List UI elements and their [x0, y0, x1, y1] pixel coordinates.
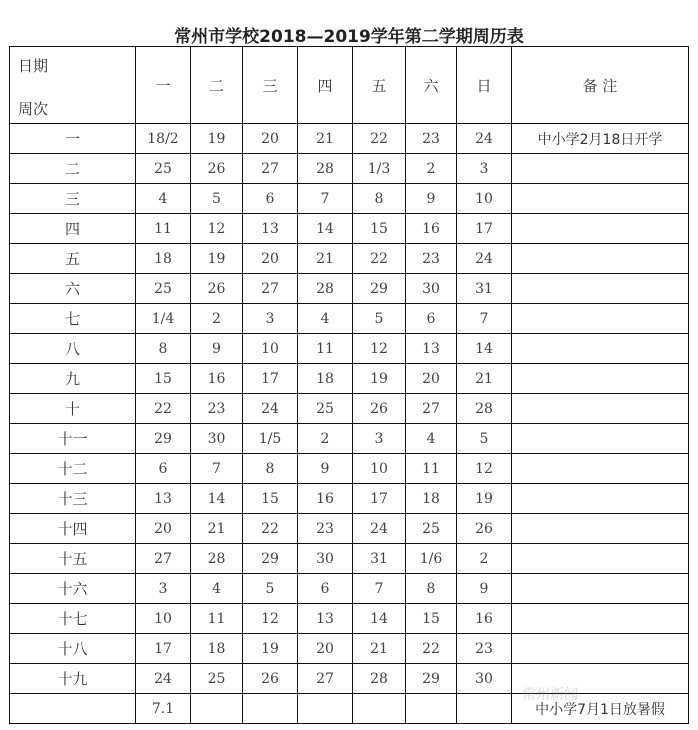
table-row	[10, 454, 689, 484]
date-cell: 25	[191, 664, 243, 694]
date-cell: 12	[191, 214, 243, 244]
date-cell: 10	[243, 334, 298, 364]
date-cell: 27	[298, 664, 353, 694]
table-row	[10, 244, 689, 274]
day-header-sat: 六	[406, 47, 457, 124]
date-cell: 12	[457, 454, 512, 484]
date-label: 日期	[18, 57, 49, 75]
date-cell: 23	[406, 244, 457, 274]
table-row	[10, 154, 689, 184]
date-cell: 7	[298, 184, 353, 214]
week-number: 一	[10, 124, 136, 154]
date-cell	[353, 694, 406, 724]
day-header-wed: 三	[243, 47, 298, 124]
table-row	[10, 484, 689, 514]
date-cell: 5	[191, 184, 243, 214]
date-cell: 8	[406, 574, 457, 604]
date-cell: 11	[191, 604, 243, 634]
table-row	[10, 394, 689, 424]
date-cell: 23	[191, 394, 243, 424]
table-row	[10, 544, 689, 574]
date-cell: 14	[353, 604, 406, 634]
note-cell	[512, 304, 689, 334]
date-cell	[243, 694, 298, 724]
note-cell	[512, 154, 689, 184]
day-header-thu: 四	[298, 47, 353, 124]
date-cell: 28	[298, 154, 353, 184]
note-cell	[512, 184, 689, 214]
date-cell: 10	[353, 454, 406, 484]
table-row	[10, 514, 689, 544]
date-cell: 8	[243, 454, 298, 484]
day-header-mon: 一	[136, 47, 191, 124]
note-cell	[512, 604, 689, 634]
date-cell: 1/3	[353, 154, 406, 184]
date-cell: 22	[353, 124, 406, 154]
date-cell: 26	[353, 394, 406, 424]
date-cell: 6	[136, 454, 191, 484]
date-cell: 24	[457, 244, 512, 274]
date-cell: 19	[191, 244, 243, 274]
week-number: 十九	[10, 664, 136, 694]
date-cell: 15	[353, 214, 406, 244]
table-row	[10, 184, 689, 214]
date-cell: 26	[191, 154, 243, 184]
week-number: 二	[10, 154, 136, 184]
page-title: 常州市学校2018—2019学年第二学期周历表	[174, 27, 524, 47]
day-header-tue: 二	[191, 47, 243, 124]
watermark: 常州新闻	[522, 687, 578, 703]
date-cell: 20	[243, 124, 298, 154]
date-cell: 16	[406, 214, 457, 244]
date-cell: 3	[457, 154, 512, 184]
date-cell: 9	[457, 574, 512, 604]
date-cell: 14	[298, 214, 353, 244]
note-cell	[512, 244, 689, 274]
table-row	[10, 274, 689, 304]
date-cell: 23	[457, 634, 512, 664]
date-cell	[191, 694, 243, 724]
date-cell: 22	[243, 514, 298, 544]
date-cell: 31	[457, 274, 512, 304]
date-cell: 24	[243, 394, 298, 424]
date-cell: 2	[406, 154, 457, 184]
date-cell: 4	[406, 424, 457, 454]
note-cell	[512, 454, 689, 484]
week-number: 十三	[10, 484, 136, 514]
date-cell: 16	[191, 364, 243, 394]
date-cell: 25	[406, 514, 457, 544]
date-cell: 30	[406, 274, 457, 304]
date-cell: 6	[243, 184, 298, 214]
date-cell: 18	[136, 244, 191, 274]
date-cell: 8	[136, 334, 191, 364]
week-number: 九	[10, 364, 136, 394]
note-cell	[512, 214, 689, 244]
date-cell: 18	[298, 364, 353, 394]
week-number: 十四	[10, 514, 136, 544]
table-row	[10, 694, 689, 724]
date-cell: 13	[243, 214, 298, 244]
date-cell: 21	[298, 244, 353, 274]
week-number: 十六	[10, 574, 136, 604]
date-cell: 16	[298, 484, 353, 514]
date-cell: 12	[353, 334, 406, 364]
date-cell: 2	[298, 424, 353, 454]
date-cell: 30	[298, 544, 353, 574]
date-cell: 24	[353, 514, 406, 544]
table-row	[10, 634, 689, 664]
date-cell: 30	[457, 664, 512, 694]
date-cell	[298, 694, 353, 724]
date-cell: 16	[457, 604, 512, 634]
table-row	[10, 334, 689, 364]
date-cell: 27	[406, 394, 457, 424]
date-cell: 7	[457, 304, 512, 334]
date-cell: 22	[136, 394, 191, 424]
date-cell: 3	[136, 574, 191, 604]
date-cell: 15	[136, 364, 191, 394]
date-cell	[457, 694, 512, 724]
week-number: 十	[10, 394, 136, 424]
date-cell: 26	[243, 664, 298, 694]
week-number: 十八	[10, 634, 136, 664]
date-cell: 3	[243, 304, 298, 334]
week-number	[10, 694, 136, 724]
date-cell: 19	[457, 484, 512, 514]
date-cell: 26	[457, 514, 512, 544]
date-cell: 23	[406, 124, 457, 154]
date-cell: 21	[457, 364, 512, 394]
date-cell: 30	[191, 424, 243, 454]
date-cell: 28	[191, 544, 243, 574]
date-cell: 17	[243, 364, 298, 394]
week-number: 八	[10, 334, 136, 364]
date-cell: 5	[457, 424, 512, 454]
note-cell	[512, 364, 689, 394]
date-cell: 18	[191, 634, 243, 664]
date-cell: 11	[406, 454, 457, 484]
date-cell: 12	[243, 604, 298, 634]
date-cell: 29	[136, 424, 191, 454]
note-cell	[512, 664, 689, 694]
day-header-sun: 日	[457, 47, 512, 124]
note-cell	[512, 574, 689, 604]
date-cell: 1/6	[406, 544, 457, 574]
note-cell: 中小学7月1日放暑假	[512, 694, 689, 724]
note-cell	[512, 544, 689, 574]
date-cell: 21	[353, 634, 406, 664]
calendar-table	[9, 46, 689, 724]
date-cell: 2	[457, 544, 512, 574]
date-cell: 28	[457, 394, 512, 424]
date-cell: 25	[136, 274, 191, 304]
date-cell: 29	[243, 544, 298, 574]
date-cell: 25	[298, 394, 353, 424]
note-cell	[512, 274, 689, 304]
date-cell: 22	[406, 634, 457, 664]
date-cell: 8	[353, 184, 406, 214]
week-number: 五	[10, 244, 136, 274]
date-cell: 15	[243, 484, 298, 514]
date-cell: 5	[353, 304, 406, 334]
week-number: 四	[10, 214, 136, 244]
week-number: 十一	[10, 424, 136, 454]
table-row	[10, 574, 689, 604]
date-cell: 1/4	[136, 304, 191, 334]
date-cell: 20	[406, 364, 457, 394]
date-cell: 9	[191, 334, 243, 364]
date-cell: 28	[353, 664, 406, 694]
date-cell: 21	[298, 124, 353, 154]
date-cell: 9	[298, 454, 353, 484]
table-row	[10, 604, 689, 634]
date-cell: 4	[136, 184, 191, 214]
date-cell: 28	[298, 274, 353, 304]
date-cell: 25	[136, 154, 191, 184]
date-cell: 29	[406, 664, 457, 694]
date-cell: 9	[406, 184, 457, 214]
date-cell: 17	[457, 214, 512, 244]
date-cell: 7	[191, 454, 243, 484]
date-cell: 1/5	[243, 424, 298, 454]
date-cell: 20	[136, 514, 191, 544]
date-cell: 6	[406, 304, 457, 334]
table-row	[10, 124, 689, 154]
date-cell: 10	[457, 184, 512, 214]
week-number: 七	[10, 304, 136, 334]
date-cell: 11	[298, 334, 353, 364]
date-cell: 11	[136, 214, 191, 244]
week-number: 十七	[10, 604, 136, 634]
header-row	[10, 47, 689, 124]
date-cell: 10	[136, 604, 191, 634]
date-cell: 27	[243, 274, 298, 304]
week-number: 六	[10, 274, 136, 304]
date-cell: 20	[298, 634, 353, 664]
note-cell	[512, 634, 689, 664]
week-number: 十五	[10, 544, 136, 574]
date-cell: 6	[298, 574, 353, 604]
date-cell: 5	[243, 574, 298, 604]
table-row	[10, 364, 689, 394]
note-header: 备 注	[512, 47, 689, 124]
date-cell: 23	[298, 514, 353, 544]
date-cell: 15	[406, 604, 457, 634]
date-cell: 13	[406, 334, 457, 364]
date-cell: 14	[191, 484, 243, 514]
day-header-fri: 五	[353, 47, 406, 124]
date-cell: 19	[353, 364, 406, 394]
date-cell: 4	[298, 304, 353, 334]
date-cell: 27	[243, 154, 298, 184]
week-label: 周次	[18, 100, 49, 118]
table-row	[10, 304, 689, 334]
note-cell	[512, 514, 689, 544]
date-cell: 18/2	[136, 124, 191, 154]
week-number: 三	[10, 184, 136, 214]
date-cell: 24	[457, 124, 512, 154]
corner-header	[10, 47, 136, 124]
date-cell: 18	[406, 484, 457, 514]
table-row	[10, 664, 689, 694]
date-cell: 3	[353, 424, 406, 454]
week-number: 十二	[10, 454, 136, 484]
date-cell: 27	[136, 544, 191, 574]
date-cell: 24	[136, 664, 191, 694]
date-cell: 22	[353, 244, 406, 274]
date-cell: 7.1	[136, 694, 191, 724]
note-cell: 中小学2月18日开学	[512, 124, 689, 154]
date-cell: 20	[243, 244, 298, 274]
note-cell	[512, 394, 689, 424]
note-cell	[512, 484, 689, 514]
date-cell: 13	[136, 484, 191, 514]
note-cell	[512, 424, 689, 454]
date-cell	[406, 694, 457, 724]
date-cell: 4	[191, 574, 243, 604]
table-row	[10, 214, 689, 244]
note-cell	[512, 334, 689, 364]
date-cell: 2	[191, 304, 243, 334]
date-cell: 29	[353, 274, 406, 304]
date-cell: 14	[457, 334, 512, 364]
date-cell: 21	[191, 514, 243, 544]
table-row	[10, 424, 689, 454]
date-cell: 7	[353, 574, 406, 604]
date-cell: 17	[353, 484, 406, 514]
date-cell: 19	[191, 124, 243, 154]
date-cell: 17	[136, 634, 191, 664]
date-cell: 26	[191, 274, 243, 304]
date-cell: 19	[243, 634, 298, 664]
date-cell: 31	[353, 544, 406, 574]
date-cell: 13	[298, 604, 353, 634]
